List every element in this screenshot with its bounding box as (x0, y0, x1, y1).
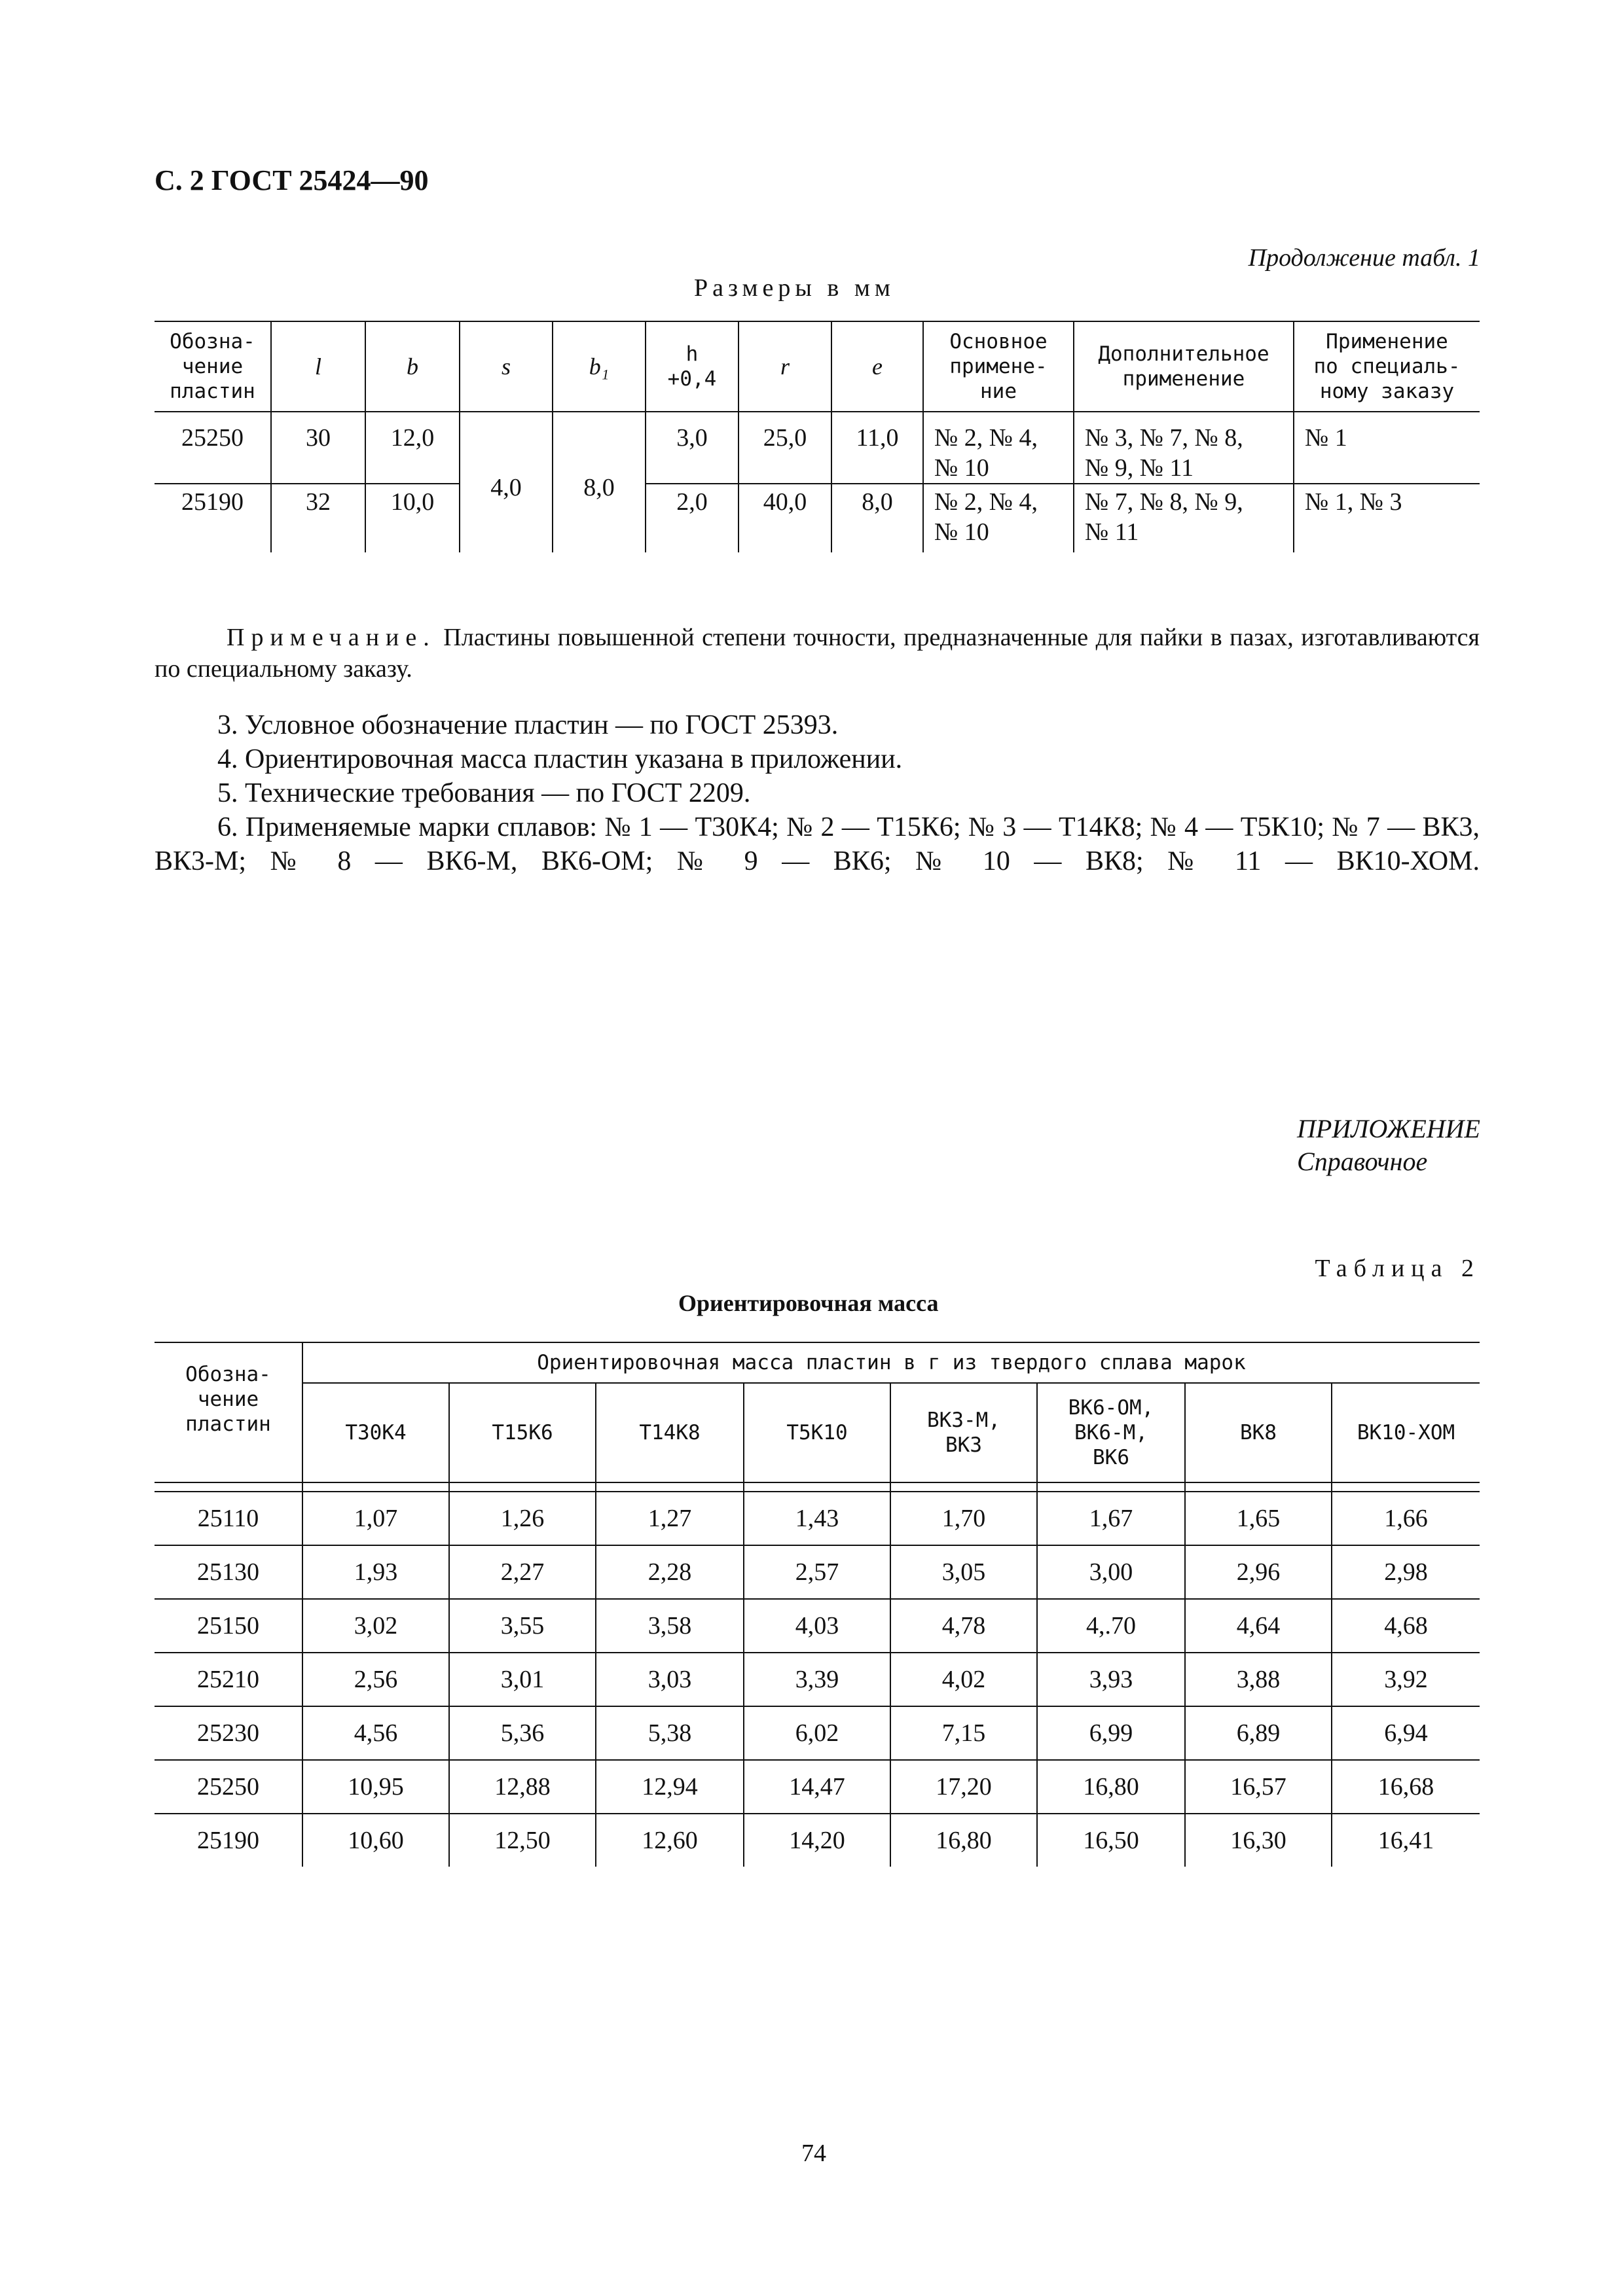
cell-mass: 12,88 (449, 1760, 596, 1814)
table-row (155, 484, 1480, 552)
cell-mass: 12,94 (596, 1760, 744, 1814)
cell-h: 2,0 (646, 484, 739, 552)
cell-mass: 12,50 (449, 1814, 596, 1867)
cell-mass: 6,99 (1037, 1706, 1185, 1760)
units-caption: Размеры в мм (694, 274, 895, 302)
group-header: Ориентировочная масса пластин в г из твердого сплава марок (302, 1342, 1480, 1383)
cell-mass: 16,80 (1037, 1760, 1185, 1814)
table-row (155, 1814, 1480, 1867)
cell-mass: 2,96 (1185, 1545, 1332, 1599)
appendix-heading (1297, 1113, 1480, 1178)
cell-mass: 3,55 (449, 1599, 596, 1653)
cell-mass: 4,68 (1332, 1599, 1480, 1653)
cell-special-order: № 1, № 3 (1294, 484, 1480, 552)
cell-mass: 3,03 (596, 1653, 744, 1706)
col-b1-header: b₁ (553, 321, 646, 412)
cell-special-order: № 1 (1294, 420, 1480, 484)
cell-h: 3,0 (646, 420, 739, 484)
note-label: Примечание. (227, 624, 436, 651)
cell-l: 32 (271, 484, 365, 552)
cell-mass: 3,93 (1037, 1653, 1185, 1706)
cell-mass: 1,70 (890, 1492, 1037, 1545)
table2-number: Таблица 2 (1315, 1255, 1480, 1282)
approximate-mass-table (155, 1342, 1480, 1867)
cell-mass: 16,30 (1185, 1814, 1332, 1867)
col-alloy-header: Т15К6 (449, 1383, 596, 1482)
paragraph-5: 5. Технические требования — по ГОСТ 2209. (217, 778, 751, 808)
table-row (155, 420, 1480, 484)
table2-header-row (155, 1383, 1480, 1482)
cell-mass: 3,02 (302, 1599, 449, 1653)
table1-header-row (155, 321, 1480, 412)
col-l-header: l (271, 321, 365, 412)
col-extra-use-header: Дополнительное применение (1074, 321, 1294, 412)
col-e-header: e (831, 321, 923, 412)
cell-mass: 6,89 (1185, 1706, 1332, 1760)
cell-e: 8,0 (831, 484, 923, 552)
cell-designation: 25250 (155, 1760, 302, 1814)
cell-mass: 3,00 (1037, 1545, 1185, 1599)
table-row (155, 1545, 1480, 1599)
table-row (155, 1653, 1480, 1706)
table-row (155, 1706, 1480, 1760)
cell-designation: 25230 (155, 1706, 302, 1760)
cell-mass: 1,93 (302, 1545, 449, 1599)
table2-title: Ориентировочная масса (678, 1290, 939, 1316)
cell-b: 12,0 (365, 420, 460, 484)
cell-mass: 5,36 (449, 1706, 596, 1760)
cell-main-use: № 2, № 4, № 10 (923, 420, 1074, 484)
col-alloy-header: Т14К8 (596, 1383, 744, 1482)
cell-mass: 1,27 (596, 1492, 744, 1545)
cell-l: 30 (271, 420, 365, 484)
cell-mass: 2,27 (449, 1545, 596, 1599)
cell-mass: 6,94 (1332, 1706, 1480, 1760)
cell-mass: 16,80 (890, 1814, 1037, 1867)
cell-mass: 2,98 (1332, 1545, 1480, 1599)
cell-mass: 1,66 (1332, 1492, 1480, 1545)
cell-designation: 25190 (155, 484, 271, 552)
note-text: Пластины повышенной степени точности, предназначенные для пайки в пазах, изготавливаются по специальному заказу. (155, 624, 1480, 683)
table-note (155, 622, 1480, 685)
cell-mass: 16,50 (1037, 1814, 1185, 1867)
cell-mass: 12,60 (596, 1814, 744, 1867)
cell-mass: 6,02 (744, 1706, 890, 1760)
cell-mass: 1,43 (744, 1492, 890, 1545)
paragraph-3: 3. Условное обозначение пластин — по ГОСТ 25393. (217, 710, 839, 740)
cell-designation: 25250 (181, 424, 244, 452)
cell-designation: 25210 (155, 1653, 302, 1706)
cell-mass: 2,28 (596, 1545, 744, 1599)
cell-mass: 1,07 (302, 1492, 449, 1545)
cell-r: 25,0 (739, 420, 831, 484)
table-row (155, 1599, 1480, 1653)
cell-main-use: № 2, № 4, № 10 (923, 484, 1074, 552)
appendix-type: Справочное (1297, 1147, 1428, 1176)
cell-b: 10,0 (365, 484, 460, 552)
col-main-use-header: Основное примене- ние (923, 321, 1074, 412)
cell-mass: 3,01 (449, 1653, 596, 1706)
cell-mass: 17,20 (890, 1760, 1037, 1814)
paragraph-6: 6. Применяемые марки сплавов: № 1 — Т30К4; № 2 — Т15К6; № 3 — Т14К8; № 4 — Т5К10; № 7 — ВК3, ВК3-М; № 8 — ВК6-М, ВК6-ОМ; № 9 — ВК6; № 10 — ВК8; № 11 — ВК10-ХОМ. (155, 812, 1480, 876)
col-alloy-header: Т5К10 (744, 1383, 890, 1482)
cell-designation: 25150 (155, 1599, 302, 1653)
cell-mass: 14,47 (744, 1760, 890, 1814)
cell-mass: 1,65 (1185, 1492, 1332, 1545)
cell-mass: 2,56 (302, 1653, 449, 1706)
page-header: С. 2 ГОСТ 25424—90 (155, 164, 429, 196)
table2-group-header-row (155, 1342, 1480, 1383)
page-number: 74 (801, 2140, 826, 2167)
cell-mass: 4,02 (890, 1653, 1037, 1706)
table-row (155, 1492, 1480, 1545)
cell-mass: 14,20 (744, 1814, 890, 1867)
cell-mass: 3,92 (1332, 1653, 1480, 1706)
col-alloy-header: ВК6-ОМ, ВК6-М, ВК6 (1037, 1383, 1185, 1482)
cell-mass: 10,60 (302, 1814, 449, 1867)
paragraph-4: 4. Ориентировочная масса пластин указана в приложении. (217, 744, 903, 774)
col-b-header: b (365, 321, 460, 412)
cell-designation: 25130 (155, 1545, 302, 1599)
cell-mass: 16,41 (1332, 1814, 1480, 1867)
col-alloy-header: ВК8 (1185, 1383, 1332, 1482)
table-row (155, 1760, 1480, 1814)
col-designation-header: Обозна- чение пластин (155, 321, 271, 412)
cell-e: 11,0 (831, 420, 923, 484)
col-alloy-header: Т30К4 (302, 1383, 449, 1482)
cell-mass: 3,58 (596, 1599, 744, 1653)
cell-mass: 3,05 (890, 1545, 1037, 1599)
col-h-header: h +0,4 (646, 321, 739, 412)
cell-extra-use: № 7, № 8, № 9, № 11 (1074, 484, 1294, 552)
cell-mass: 16,57 (1185, 1760, 1332, 1814)
cell-mass: 3,39 (744, 1653, 890, 1706)
cell-mass: 4,03 (744, 1599, 890, 1653)
cell-mass: 4,56 (302, 1706, 449, 1760)
cell-mass: 16,68 (1332, 1760, 1480, 1814)
cell-r: 40,0 (739, 484, 831, 552)
cell-mass: 1,67 (1037, 1492, 1185, 1545)
cell-mass: 2,57 (744, 1545, 890, 1599)
cell-mass: 10,95 (302, 1760, 449, 1814)
table-continuation-label: Продолжение табл. 1 (1248, 244, 1480, 272)
col-alloy-header: ВК10-ХОМ (1332, 1383, 1480, 1482)
cell-mass: 1,26 (449, 1492, 596, 1545)
col-s-header: s (460, 321, 553, 412)
col-alloy-header: ВК3-М, ВК3 (890, 1383, 1037, 1482)
cell-mass: 3,88 (1185, 1653, 1332, 1706)
col-special-order-header: Применение по специаль- ному заказу (1294, 321, 1480, 412)
col-designation-header: Обозна- чение пластин (155, 1342, 302, 1482)
cell-designation: 25110 (155, 1492, 302, 1545)
cell-designation: 25190 (155, 1814, 302, 1867)
cell-mass: 7,15 (890, 1706, 1037, 1760)
col-r-header: r (739, 321, 831, 412)
cell-b1-shared: 8,0 (553, 420, 646, 552)
cell-mass: 5,38 (596, 1706, 744, 1760)
cell-mass: 4,78 (890, 1599, 1037, 1653)
cell-mass: 4,64 (1185, 1599, 1332, 1653)
cell-extra-use: № 3, № 7, № 8, № 9, № 11 (1074, 420, 1294, 484)
cell-s-shared: 4,0 (460, 420, 553, 552)
dimensions-table (155, 321, 1480, 552)
cell-mass: 4,.70 (1037, 1599, 1185, 1653)
appendix-label: ПРИЛОЖЕНИЕ (1297, 1114, 1480, 1143)
